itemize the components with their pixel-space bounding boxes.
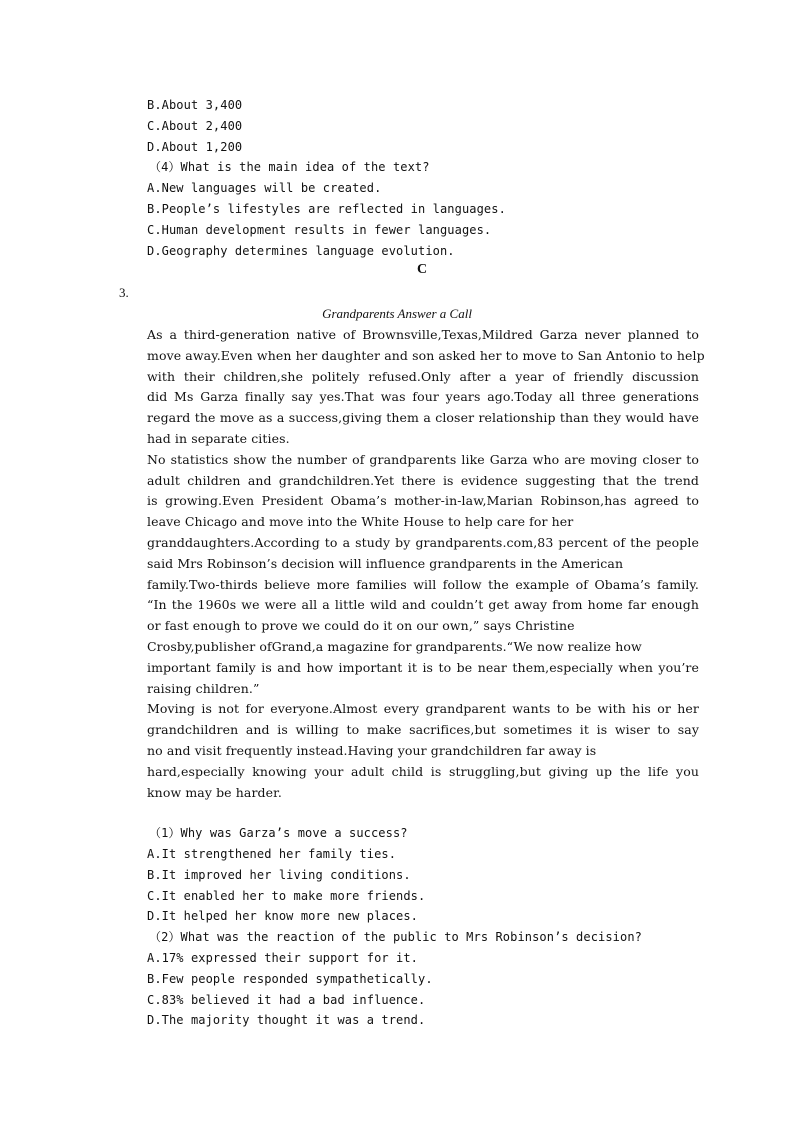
passage-line: no and visit frequently instead.Having your grandchildren far away is: [147, 743, 597, 758]
question-1: （1）Why was Garza’s move a success?: [149, 826, 408, 840]
passage-line: raising children.”: [147, 681, 260, 696]
q4-option-c: C.Human development results in fewer languages.: [147, 223, 492, 237]
passage-line: or fast enough to prove we could do it on our own,” says Christine: [147, 618, 575, 633]
q4-option-b: B.People’s lifestyles are reflected in languages.: [147, 202, 506, 216]
q1-option-d: D.It helped her know more new places.: [147, 909, 419, 923]
passage-line: hard,especially knowing your adult child is struggling,but giving up the life you: [147, 764, 699, 779]
passage-line: with their children,she politely refused.Only after a year of friendly discussion: [147, 369, 699, 384]
option-d-prev: D.About 1,200: [147, 140, 243, 154]
passage-line: said Mrs Robinson’s decision will influence grandparents in the American: [147, 556, 624, 571]
option-c-prev: C.About 2,400: [147, 119, 243, 133]
question-2: （2）What was the reaction of the public to Mrs Robinson’s decision?: [149, 930, 642, 944]
passage-line: “In the 1960s we were all a little wild and couldn’t get away from home far enough: [147, 597, 699, 612]
passage-line: did Ms Garza finally say yes.That was four years ago.Today all three generations: [147, 389, 699, 404]
q2-option-a: A.17% expressed their support for it.: [147, 951, 419, 965]
passage-line: Crosby,publisher ofGrand,a magazine for grandparents.“We now realize how: [147, 639, 642, 654]
question-number: 3.: [119, 285, 129, 300]
passage-line: regard the move as a success,giving them a closer relationship than they would have: [147, 410, 699, 425]
passage-line: No statistics show the number of grandparents like Garza who are moving closer to: [147, 452, 699, 467]
q2-option-d: D.The majority thought it was a trend.: [147, 1013, 426, 1027]
q4-option-d: D.Geography determines language evolution.: [147, 244, 455, 258]
q1-option-b: B.It improved her living conditions.: [147, 868, 411, 882]
passage-line: grandchildren and is willing to make sacrifices,but sometimes it is wiser to say: [147, 722, 699, 737]
q1-option-a: A.It strengthened her family ties.: [147, 847, 397, 861]
passage-line: had in separate cities.: [147, 431, 290, 446]
passage-line: granddaughters.According to a study by grandparents.com,83 percent of the people: [147, 535, 699, 550]
passage-line: know may be harder.: [147, 785, 282, 800]
passage-line: Moving is not for everyone.Almost every grandparent wants to be with his or her: [147, 701, 699, 716]
passage-line: is growing.Even President Obama’s mother-in-law,Marian Robinson,has agreed to: [147, 493, 699, 508]
passage-line: move away.Even when her daughter and son asked her to move to San Antonio to help: [147, 348, 705, 363]
option-b-prev: B.About 3,400: [147, 98, 243, 112]
q2-option-c: C.83% believed it had a bad influence.: [147, 993, 426, 1007]
passage-line: important family is and how important it is to be near them,especially when you’re: [147, 660, 699, 675]
question-4: （4）What is the main idea of the text?: [149, 160, 430, 174]
passage-line: family.Two-thirds believe more families will follow the example of Obama’s family.: [147, 577, 699, 592]
q4-option-a: A.New languages will be created.: [147, 181, 382, 195]
passage-line: As a third-generation native of Brownsville,Texas,Mildred Garza never planned to: [147, 327, 699, 342]
passage-line: leave Chicago and move into the White House to help care for her: [147, 514, 574, 529]
passage-title: Grandparents Answer a Call: [322, 306, 472, 321]
passage-line: adult children and grandchildren.Yet there is evidence suggesting that the trend: [147, 473, 699, 488]
q2-option-b: B.Few people responded sympathetically.: [147, 972, 433, 986]
q1-option-c: C.It enabled her to make more friends.: [147, 889, 426, 903]
section-letter: C: [417, 262, 428, 277]
